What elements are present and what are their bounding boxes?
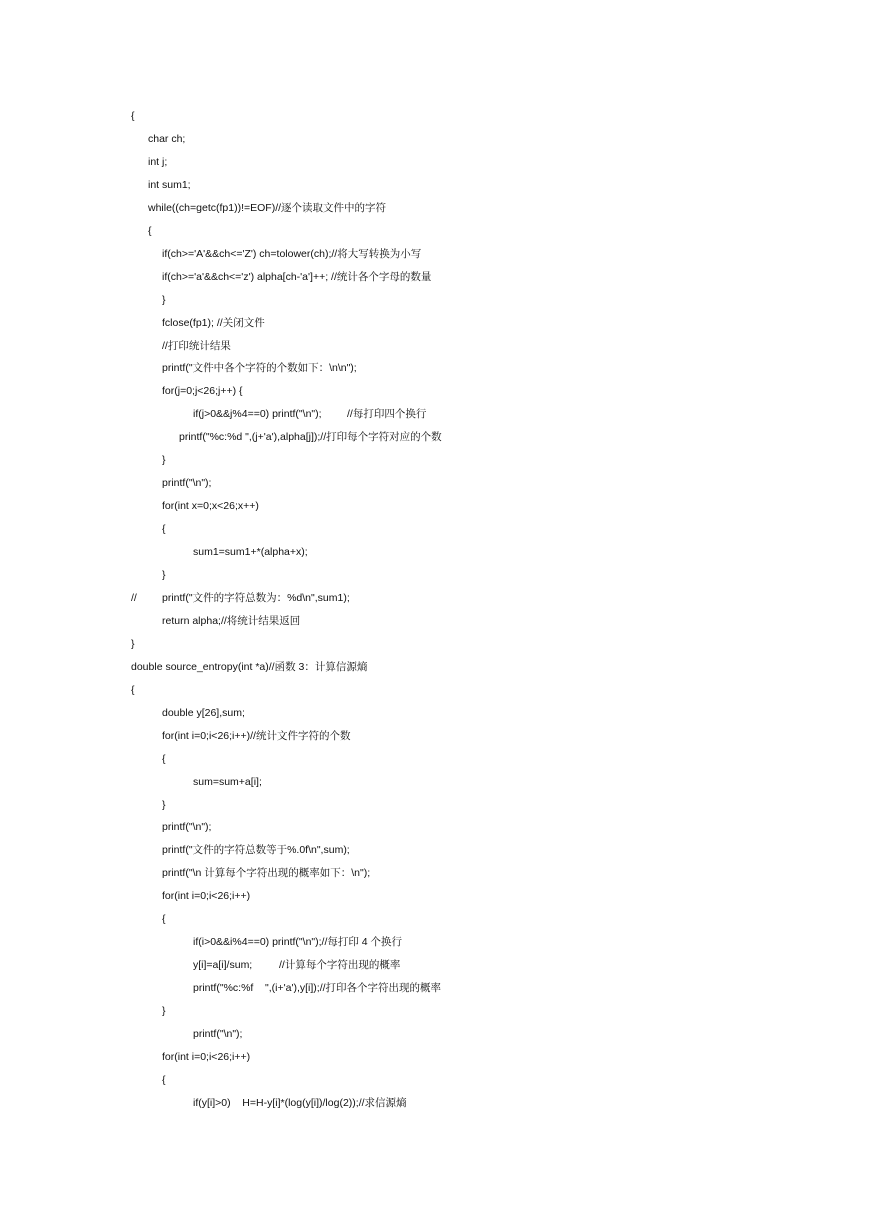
code-text: double y[26],sum; xyxy=(162,707,245,719)
code-text: { xyxy=(162,523,166,535)
code-text: printf("\n 计算每个字符出现的概率如下：\n"); xyxy=(162,867,371,879)
code-line xyxy=(0,1001,869,1021)
code-text: } xyxy=(162,799,166,811)
code-text: if(i>0&&i%4==0) printf("\n");//每打印 4 个换行 xyxy=(193,936,403,948)
code-line xyxy=(0,703,869,723)
code-text: { xyxy=(148,225,152,237)
code-text: if(y[i]>0) H=H-y[i]*(log(y[i])/log(2));//求信源熵 xyxy=(193,1097,407,1109)
code-line xyxy=(0,221,869,241)
code-text: for(int i=0;i<26;i++) xyxy=(162,1051,251,1063)
code-line xyxy=(0,244,869,264)
code-line xyxy=(0,198,869,218)
code-line xyxy=(0,886,869,906)
code-line xyxy=(0,657,869,677)
code-text: //打印统计结果 xyxy=(162,340,231,352)
code-comment: //计算每个字符出现的概率 xyxy=(279,959,401,971)
code-comment: //每打印四个换行 xyxy=(347,408,427,420)
code-text: if(j>0&&j%4==0) printf("\n"); xyxy=(193,408,322,420)
code-text: { xyxy=(162,913,166,925)
code-text: printf("\n"); xyxy=(162,821,212,833)
code-text: { xyxy=(131,684,135,696)
code-line xyxy=(0,267,869,287)
code-line xyxy=(0,129,869,149)
code-line xyxy=(0,909,869,929)
code-text: printf("\n"); xyxy=(162,477,212,489)
code-line xyxy=(0,542,869,562)
code-line xyxy=(0,932,869,952)
code-text: printf("%c:%f ",(i+'a'),y[i]);//打印各个字符出现的概率 xyxy=(193,982,442,994)
code-line xyxy=(0,588,869,608)
code-text: } xyxy=(162,1005,166,1017)
code-text: } xyxy=(162,454,166,466)
code-line xyxy=(0,1047,869,1067)
code-text: } xyxy=(131,638,135,650)
code-text: int sum1; xyxy=(148,179,191,191)
code-text: sum=sum+a[i]; xyxy=(193,776,262,788)
code-text: fclose(fp1); //关闭文件 xyxy=(162,317,265,329)
code-line xyxy=(0,473,869,493)
code-line xyxy=(0,978,869,998)
code-line xyxy=(0,680,869,700)
code-line xyxy=(0,1024,869,1044)
code-text: printf("%c:%d ",(j+'a'),alpha[j]);//打印每个字符对应的个数 xyxy=(179,431,442,443)
code-text: printf("\n"); xyxy=(193,1028,243,1040)
code-line xyxy=(0,611,869,631)
code-line xyxy=(0,290,869,310)
line-prefix: // xyxy=(131,592,137,604)
code-text: return alpha;//将统计结果返回 xyxy=(162,615,301,627)
code-line xyxy=(0,634,869,654)
code-text: sum1=sum1+*(alpha+x); xyxy=(193,546,308,558)
code-text: for(int i=0;i<26;i++)//统计文件字符的个数 xyxy=(162,730,351,742)
code-line xyxy=(0,336,869,356)
code-line xyxy=(0,772,869,792)
code-text: printf("文件中各个字符的个数如下：\n\n"); xyxy=(162,362,357,374)
code-line xyxy=(0,175,869,195)
code-text: if(ch>='A'&&ch<='Z') ch=tolower(ch);//将大写转换为小写 xyxy=(162,248,422,260)
code-line xyxy=(0,496,869,516)
code-line xyxy=(0,427,869,447)
code-line xyxy=(0,106,869,126)
code-line xyxy=(0,565,869,585)
code-text: if(ch>='a'&&ch<='z') alpha[ch-'a']++; //统计各个字母的数量 xyxy=(162,271,432,283)
code-document xyxy=(0,106,869,1116)
code-line xyxy=(0,358,869,378)
code-text: char ch; xyxy=(148,133,186,145)
code-text: printf("文件的字符总数为：%d\n",sum1); xyxy=(162,592,350,604)
code-text: double source_entropy(int *a)//函数 3：计算信源熵 xyxy=(131,661,368,673)
code-text: } xyxy=(162,294,166,306)
code-line xyxy=(0,726,869,746)
code-line xyxy=(0,863,869,883)
code-text: { xyxy=(162,753,166,765)
code-text: int j; xyxy=(148,156,168,168)
code-text: } xyxy=(162,569,166,581)
code-text: for(j=0;j<26;j++) { xyxy=(162,385,243,397)
code-text: { xyxy=(131,110,135,122)
code-text: y[i]=a[i]/sum; xyxy=(193,959,253,971)
code-line xyxy=(0,450,869,470)
code-text: for(int i=0;i<26;i++) xyxy=(162,890,251,902)
code-line xyxy=(0,404,869,424)
code-line xyxy=(0,519,869,539)
code-text: { xyxy=(162,1074,166,1086)
code-text: for(int x=0;x<26;x++) xyxy=(162,500,259,512)
code-text: printf("文件的字符总数等于%.0f\n",sum); xyxy=(162,844,350,856)
code-line xyxy=(0,955,869,975)
code-line xyxy=(0,1093,869,1113)
code-line xyxy=(0,1070,869,1090)
code-line xyxy=(0,795,869,815)
code-line xyxy=(0,817,869,837)
code-line xyxy=(0,840,869,860)
code-line xyxy=(0,313,869,333)
code-line xyxy=(0,152,869,172)
code-line xyxy=(0,749,869,769)
code-text: while((ch=getc(fp1))!=EOF)//逐个读取文件中的字符 xyxy=(148,202,387,214)
code-line xyxy=(0,381,869,401)
